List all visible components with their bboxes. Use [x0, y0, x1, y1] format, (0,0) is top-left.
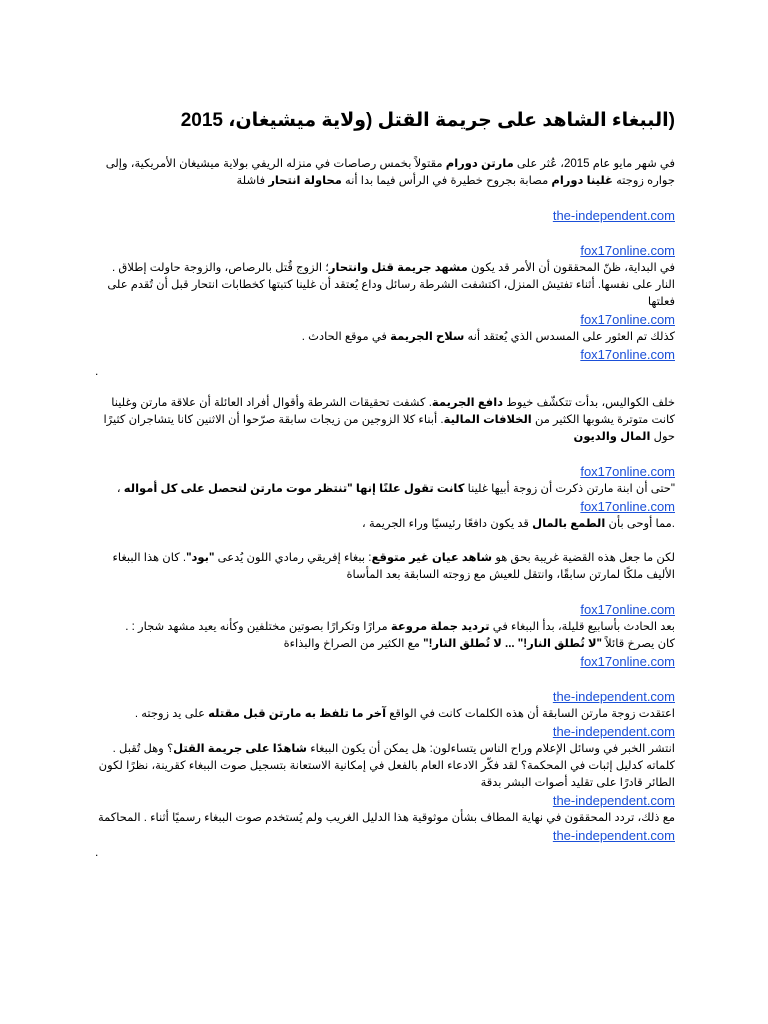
paragraph-last-words [95, 706, 675, 723]
bold-text: "لا تُطلق النار!" ... لا تُطلق النار!" [423, 638, 602, 650]
bold-text: محاولة انتحار [268, 175, 342, 187]
bold-text: المال والديون [573, 431, 651, 443]
bold-text: كانت تقول علنًا إنها "تنتظر موت مارتن لتحصل على كل أمواله [123, 483, 465, 495]
paragraph-intro [95, 156, 675, 190]
source-link-independent[interactable]: the-independent.com [552, 689, 675, 704]
text-run: مع ذلك، تردد المحققون في نهاية المطاف بشأن موثوقية هذا الدليل الغريب ولم يُستخدم صوت الببغاء رسميًا أثناء . المحاكمة [97, 812, 675, 824]
text-run: كان يصرخ قائلاً [601, 638, 675, 650]
source-link-fox17[interactable]: fox17online.com [580, 654, 675, 669]
text-run: اعتقدت زوجة مارتن السابقة أن هذه الكلمات كانت في الواقع [386, 708, 675, 720]
text-run: مع الكثير من الصراخ والبذاءة [283, 638, 424, 650]
paragraph-media-question [95, 741, 675, 792]
text-run: بعد الحادث بأسابيع قليلة، بدأ الببغاء في [489, 621, 675, 633]
source-link-fox17[interactable]: fox17online.com [580, 499, 675, 514]
text-run: فاشلة [236, 175, 269, 187]
source-link-independent[interactable]: the-independent.com [552, 793, 675, 808]
paragraph-initial-theory [95, 260, 675, 311]
text-run: لكن ما جعل هذه القضية غريبة بحق هو [492, 552, 675, 564]
text-run: . أبناء كلا الزوجين من زيجات سابقة صرّحوا أن الاثنين كانا يتشاجران كثيرًا حول [103, 414, 675, 443]
text-run: في البداية، ظنّ المحققون أن الأمر قد يكون [467, 262, 675, 274]
text-run: ؟ وهل تُقبل . كلماته كدليل إثبات في المحكمة؟ لقد فكّر الادعاء العام بالفعل في إمكانية الاستعانة بتسجيل صوت الببغاء كقرينة، نظرًا لكون الطائر قادرًا على تقليد أصوات البشر بدقة [98, 743, 675, 789]
text-run: مرارًا وتكرارًا بصوتين مختلفين وكأنه يعيد مشهد شجار : . [125, 621, 391, 633]
source-link-independent[interactable]: the-independent.com [552, 724, 675, 739]
paragraph-weapon [95, 329, 675, 346]
paragraph-parrot-phrase [95, 619, 675, 636]
bold-text: مشهد جريمة قتل وانتحار [328, 262, 468, 274]
stray-dot: . [95, 364, 99, 378]
text-run: قد يكون دافعًا رئيسيًا وراء الجريمة ، [362, 518, 533, 530]
paragraph-conclusion [95, 810, 675, 827]
text-run: ؛ الزوج قُتل بالرصاص، والزوجة حاولت إطلاق . النار على نفسها. أثناء تفتيش المنزل، اكتشفت الشرطة رسائل وداع يُعتقد أن غلينا كتبتها كخطابات انتحار قبل أن تُقدم على فعلتها [107, 262, 675, 308]
text-run: في موقع الحادث . [301, 331, 391, 343]
bold-text: شاهد عيان غير متوقع [371, 552, 493, 564]
source-link-independent[interactable]: the-independent.com [552, 208, 675, 223]
text-run: كذلك تم العثور على المسدس الذي يُعتقد أنه [464, 331, 675, 343]
source-link-fox17[interactable]: fox17online.com [580, 312, 675, 327]
text-run: .مما أوحى بأن [605, 518, 675, 530]
text-run: مقتولاً بخمس رصاصات في منزله الريفي بولاية ميشيغان الأمريكية، وإلى جواره زوجته [105, 158, 675, 187]
bold-text: الطمع بالمال [532, 518, 606, 530]
page-title: (الببغاء الشاهد على جريمة القتل (ولاية ميشيغان، 2015 [180, 110, 675, 131]
bold-text: آخر ما تلفظ به مارتن قبل مقتله [208, 708, 387, 720]
text-run: : ببغاء إفريقي رمادي اللون يُدعى [214, 552, 372, 564]
text-run: ، [116, 483, 124, 495]
text-run: مصابة بجروح خطيرة في الرأس فيما بدا أنه [341, 175, 552, 187]
text-run: "حتى أن ابنة مارتن ذكرت أن زوجة أبيها غلينا [464, 483, 675, 495]
source-link-fox17[interactable]: fox17online.com [580, 243, 675, 258]
source-link-independent[interactable]: the-independent.com [552, 828, 675, 843]
text-run: . كشفت تحقيقات الشرطة وأقوال أفراد العائلة أن علاقة مارتن وغلينا كانت متوترة يشوبها الكثير من [111, 397, 675, 426]
bold-text: غلينا دورام [551, 175, 613, 187]
paragraph-daughter-quote [95, 481, 675, 498]
text-run: خلف الكواليس، بدأت تتكشّف خيوط [503, 397, 675, 409]
source-link-fox17[interactable]: fox17online.com [580, 602, 675, 617]
source-link-fox17[interactable]: fox17online.com [580, 347, 675, 362]
source-link-fox17[interactable]: fox17online.com [580, 464, 675, 479]
paragraph-motive [95, 395, 675, 446]
paragraph-parrot-witness [95, 550, 675, 584]
paragraph-parrot-scream [95, 636, 675, 653]
bold-text: الخلافات المالية [443, 414, 532, 426]
text-run: في شهر مايو عام 2015، عُثر على [513, 158, 675, 170]
bold-text: "بود" [186, 552, 215, 564]
document-page [95, 108, 675, 859]
bold-text: ترديد جملة مروعة [390, 621, 490, 633]
text-run: على يد زوجته . [134, 708, 209, 720]
bold-text: شاهدًا على جريمة القتل [173, 743, 307, 755]
bold-text: دافع الجريمة [431, 397, 504, 409]
text-run: . كان هذا الببغاء الأليف ملكًا لمارتن سابقًا، وانتقل للعيش مع زوجته السابقة بعد المأساة [112, 552, 675, 581]
text-run: انتشر الخبر في وسائل الإعلام وراح الناس يتساءلون: هل يمكن أن يكون الببغاء [307, 743, 675, 755]
paragraph-greed [95, 516, 675, 533]
stray-dot: . [95, 845, 99, 859]
bold-text: سلاح الجريمة [390, 331, 465, 343]
bold-text: مارتن دورام [445, 158, 514, 170]
